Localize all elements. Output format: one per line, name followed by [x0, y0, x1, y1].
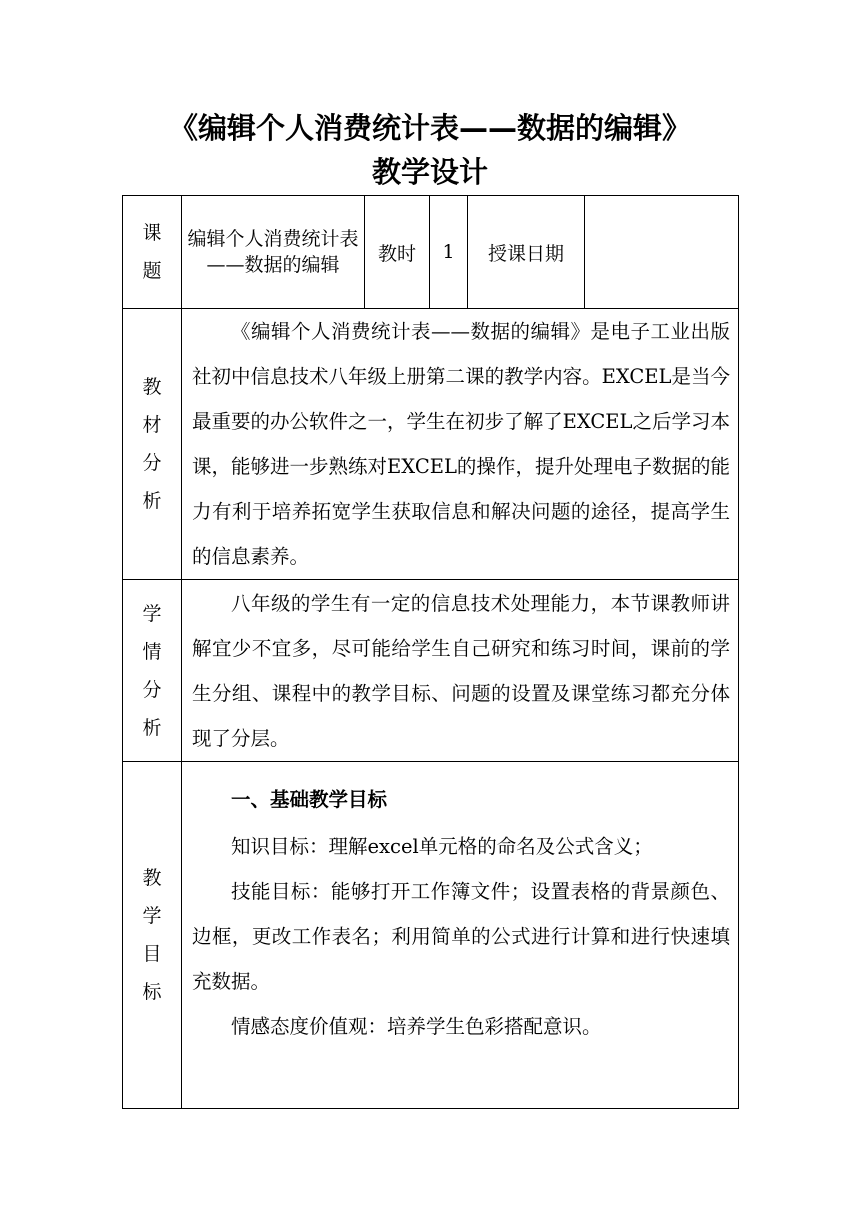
date-label: 授课日期 — [468, 196, 585, 309]
knowledge-goal: 知识目标：理解excel单元格的命名及公式含义； — [231, 835, 653, 858]
student-label-char: 分 — [142, 678, 162, 701]
goals-label-char: 目 — [142, 943, 162, 965]
material-analysis-text: 《编辑个人消费统计表——数据的编辑》是电子工业出版社初中信息技术八年级上册第二课的教学内容。EXCEL是当今最重要的办公软件之一，学生在初步了解了EXCEL之后学习本课，能够进一步熟练对EXCEL的操作，提升处理电子数据的能力有利于培养拓宽学生获取信息和解决问题的途径，提高学生的信息素养。 — [192, 320, 730, 568]
teaching-goals-content — [182, 762, 739, 1109]
goals-label-char: 标 — [142, 981, 162, 1003]
student-analysis-text: 八年级的学生有一定的信息技术处理能力，本节课教师讲解宜少不宜多，尽可能给学生自己研究和练习时间，课前的学生分组、课程中的教学目标、问题的设置及课堂练习都充分体现了分层。 — [192, 591, 730, 750]
material-label-char: 析 — [142, 490, 162, 512]
goals-label-char: 教 — [142, 867, 162, 889]
student-label-char: 情 — [142, 640, 162, 663]
student-analysis-label — [123, 580, 182, 762]
document-title: 《编辑个人消费统计表——数据的编辑》 — [168, 111, 691, 145]
topic-label-cell — [123, 196, 182, 309]
topic-label-char: 课 — [142, 222, 162, 244]
topic-row — [123, 196, 739, 309]
material-analysis-row — [123, 309, 739, 580]
lesson-plan-table — [122, 195, 739, 1109]
material-label-char: 分 — [142, 452, 162, 474]
student-analysis-content — [182, 580, 739, 762]
emotion-goal: 情感态度价值观：培养学生色彩搭配意识。 — [231, 1015, 602, 1038]
material-analysis-label — [123, 309, 182, 580]
hours-label: 教时 — [365, 196, 430, 309]
date-value — [585, 196, 739, 309]
material-label-char: 材 — [142, 414, 162, 436]
teaching-goals-row — [123, 762, 739, 1109]
student-label-char: 学 — [142, 602, 162, 625]
goals-label-char: 学 — [142, 905, 162, 927]
topic-label-char: 题 — [142, 260, 162, 282]
student-analysis-row — [123, 580, 739, 762]
skill-goal: 技能目标：能够打开工作簿文件；设置表格的背景颜色、边框，更改工作表名；利用简单的公式进行计算和进行快速填充数据。 — [192, 880, 730, 993]
hours-value: 1 — [430, 196, 468, 309]
document-subtitle: 教学设计 — [371, 155, 488, 189]
material-analysis-content — [182, 309, 739, 580]
topic-value: 编辑个人消费统计表——数据的编辑 — [182, 196, 365, 309]
teaching-goals-label — [123, 762, 182, 1109]
goals-heading: 一、基础教学目标 — [231, 788, 388, 811]
material-label-char: 教 — [142, 376, 162, 398]
student-label-char: 析 — [142, 716, 162, 739]
